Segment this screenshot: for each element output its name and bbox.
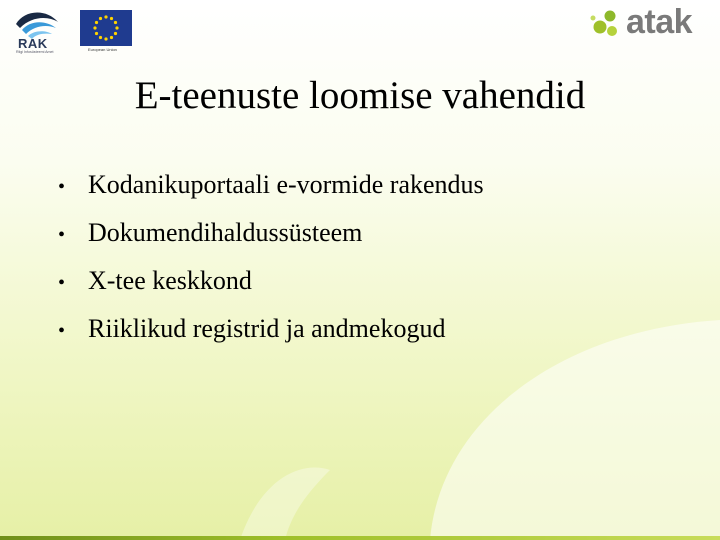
bullet-list (58, 162, 484, 354)
rak-logo-text: RAK (18, 36, 48, 51)
atak-logo-icon (588, 6, 624, 40)
bullet-marker: • (58, 176, 66, 198)
bullet-text: Riiklikud registrid ja andmekogud (88, 314, 446, 343)
eu-logo-caption: European Union (88, 47, 117, 52)
atak-logo-text: atak (626, 3, 693, 41)
eu-flag-icon (80, 10, 132, 46)
rak-logo-subtitle: Riigi Infosüsteemi Amet (16, 50, 54, 54)
bullet-marker: • (58, 320, 66, 342)
bullet-item (58, 306, 484, 354)
bullet-marker: • (58, 272, 66, 294)
slide-title: E-teenuste loomise vahendid (134, 74, 586, 117)
bullet-text: Kodanikuportaali e-vormide rakendus (88, 170, 484, 199)
bullet-item (58, 162, 484, 210)
bullet-text: X-tee keskkond (88, 266, 252, 295)
bullet-text: Dokumendihaldussüsteem (88, 218, 363, 247)
bullet-item (58, 258, 484, 306)
bottom-accent-bar (0, 536, 720, 540)
bullet-marker: • (58, 224, 66, 246)
bullet-item (58, 210, 484, 258)
